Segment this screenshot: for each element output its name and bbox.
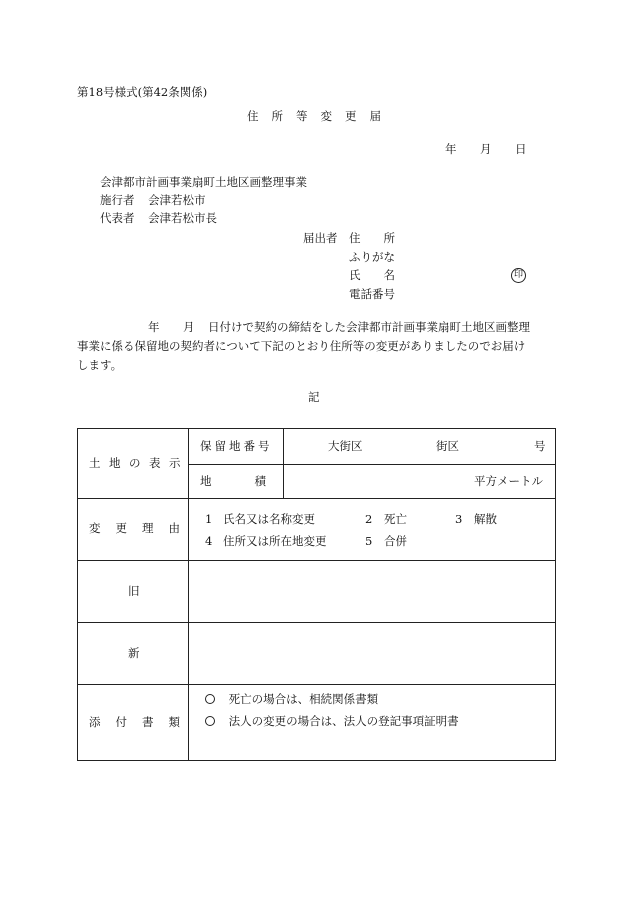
body-line-1: 日付けで契約の締結をした会津都市計画事業扇町土地区画整理 [208,320,530,334]
body-line-3: します。 [77,358,123,372]
area-label-text: 地積 [200,474,309,488]
reason-1-no: 1 [205,512,213,526]
submitter-name-label: 氏 名 [349,268,395,282]
attachment-1-text: 死亡の場合は、相続関係書類 [228,692,379,706]
area-unit: 平方メートル [474,474,543,488]
large-block-label: 大街区 [328,439,363,453]
table-line [78,498,556,499]
body-month-label: 月 [183,320,195,334]
executor-label: 施行者 [100,193,135,207]
area-label [200,474,309,488]
reason-2-text: 死亡 [384,512,407,526]
submitter-label: 届出者 [303,231,338,245]
table-line [188,464,556,465]
submitter-address-label: 住 所 [349,231,395,245]
note-mark: 記 [308,390,320,404]
number-label: 号 [534,439,546,453]
body-year-label: 年 [148,320,160,334]
representative-name: 会津若松市長 [148,211,217,225]
reason-4-text: 住所又は所在地変更 [223,534,327,548]
change-reason-text: 変更理由 [89,521,195,535]
reason-1-text: 氏名又は名称変更 [223,512,315,526]
reason-5-no: 5 [365,534,373,548]
form-number: 第18号様式(第42条関係) [77,85,208,99]
attachment-2 [205,716,459,728]
document-title [247,109,394,123]
representative-label: 代表者 [100,211,135,225]
submitter-furigana-label: ふりがな [349,250,395,264]
attachment-1 [205,694,378,706]
old-label: 旧 [128,584,140,598]
circle-bullet-icon [205,694,215,704]
reason-5-text: 合併 [384,534,407,548]
table-line [78,622,556,623]
reason-4-no: 4 [205,534,213,548]
change-form-table [77,428,556,761]
table-line [78,684,556,685]
change-reason-label [89,523,195,535]
new-label: 新 [128,646,140,660]
date-month-label: 月 [480,142,492,156]
table-line [188,429,189,761]
body-line-2: 事業に係る保留地の契約者について下記のとおり住所等の変更がありましたのでお届け [77,339,526,353]
block-label: 街区 [436,439,459,453]
attachments-label [89,717,195,729]
date-day-label: 日 [515,142,527,156]
circle-bullet-icon [205,716,215,726]
reason-2-no: 2 [365,512,373,526]
reason-3-text: 解散 [474,512,497,526]
land-display-value: 土地の表示 [89,456,189,470]
land-display-text [89,456,189,470]
seal-mark: 印 [511,268,526,283]
date-year-label: 年 [445,142,457,156]
document-title-text: 住所等変更届 [247,109,394,123]
addressee-project: 会津都市計画事業扇町土地区画整理事業 [100,175,307,189]
land-display-label [89,456,189,470]
attachment-2-text: 法人の変更の場合は、法人の登記事項証明書 [228,714,459,728]
reserved-number-label: 保留地番号 [200,439,273,453]
attachments-label-text: 添付書類 [89,715,195,729]
executor-name: 会津若松市 [148,193,206,207]
table-line [78,560,556,561]
submitter-phone-label: 電話番号 [349,287,395,301]
reason-3-no: 3 [455,512,463,526]
